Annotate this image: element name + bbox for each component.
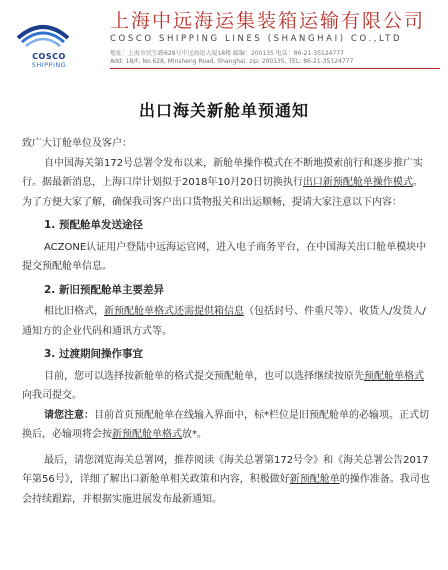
company-address-cn: 地址：上海市民生路628号中远海运大厦18楼 邮编：200135 电话：86-21-35124777 <box>110 50 344 57</box>
section-2-text: 相比旧格式，新预配舱单格式还需提供箱信息（包括封号、件重尺等）、收货人/发货人/通知方的企业代码和通讯方式等。 <box>22 306 426 337</box>
closing-paragraph: 最后，请您浏览海关总署网，推荐阅读《海关总署第172号令》和《海关总署公告2017年第56号》，详细了解出口新舱单相关政策和内容，积极做好新预配舱单的操作准备。我司也会持续跟踪，并根据实施进展发布最新通知。 <box>22 454 430 505</box>
header-divider <box>110 68 440 69</box>
intro-paragraph: 自中国海关第172号总署令发布以来，新舱单操作模式在不断地摸索前行和逐步推广实行。据最新消息，上海口岸计划拟于2018年10月20日切换执行出口新预配舱单操作模式。为了方便大家了解，确保我司客户出口货物报关和出运顺畅，提请大家注意以下内容： <box>22 157 424 208</box>
attention-note: 请您注意：目前首页预配舱单在线输入界面中，标*栏位是旧预配舱单的必输项。正式切换后，必输项将会按新预配舱单格式放*。 <box>22 409 429 440</box>
company-name-en: COSCO SHIPPING LINES (SHANGHAI) CO.,LTD <box>110 34 403 44</box>
salutation: 致广大订舱单位及客户： <box>22 138 132 149</box>
section-1-title: 1. 预配舱单发送途径 <box>44 219 143 231</box>
section-3-title: 3. 过渡期间操作事宜 <box>44 348 143 360</box>
logo-wordmark: COSCO SHIPPING <box>31 52 67 69</box>
letterhead <box>0 0 448 88</box>
company-address-en: Add: 18/F, No.628, Minsheng Road, Shanghai. zip: 200135, TEL: 86-21-35124777 <box>110 58 354 65</box>
company-name-cn: 上海中远海运集装箱运输有限公司 <box>110 10 426 32</box>
document-title: 出口海关新舱单预通知 <box>138 101 309 120</box>
notice-body <box>22 134 432 509</box>
section-1-text: ACZONE认证用户登陆中远海运官网，进入电子商务平台，在中国海关出口舱单模块中提交预配舱单信息。 <box>22 241 427 272</box>
cosco-logo-icon <box>12 10 74 56</box>
section-3-text: 目前，您可以选择按新舱单的格式提交预配舱单，也可以选择继续按原先预配舱单格式向我司提交。 <box>22 370 424 401</box>
section-2-title: 2. 新旧预配舱单主要差异 <box>44 283 164 296</box>
